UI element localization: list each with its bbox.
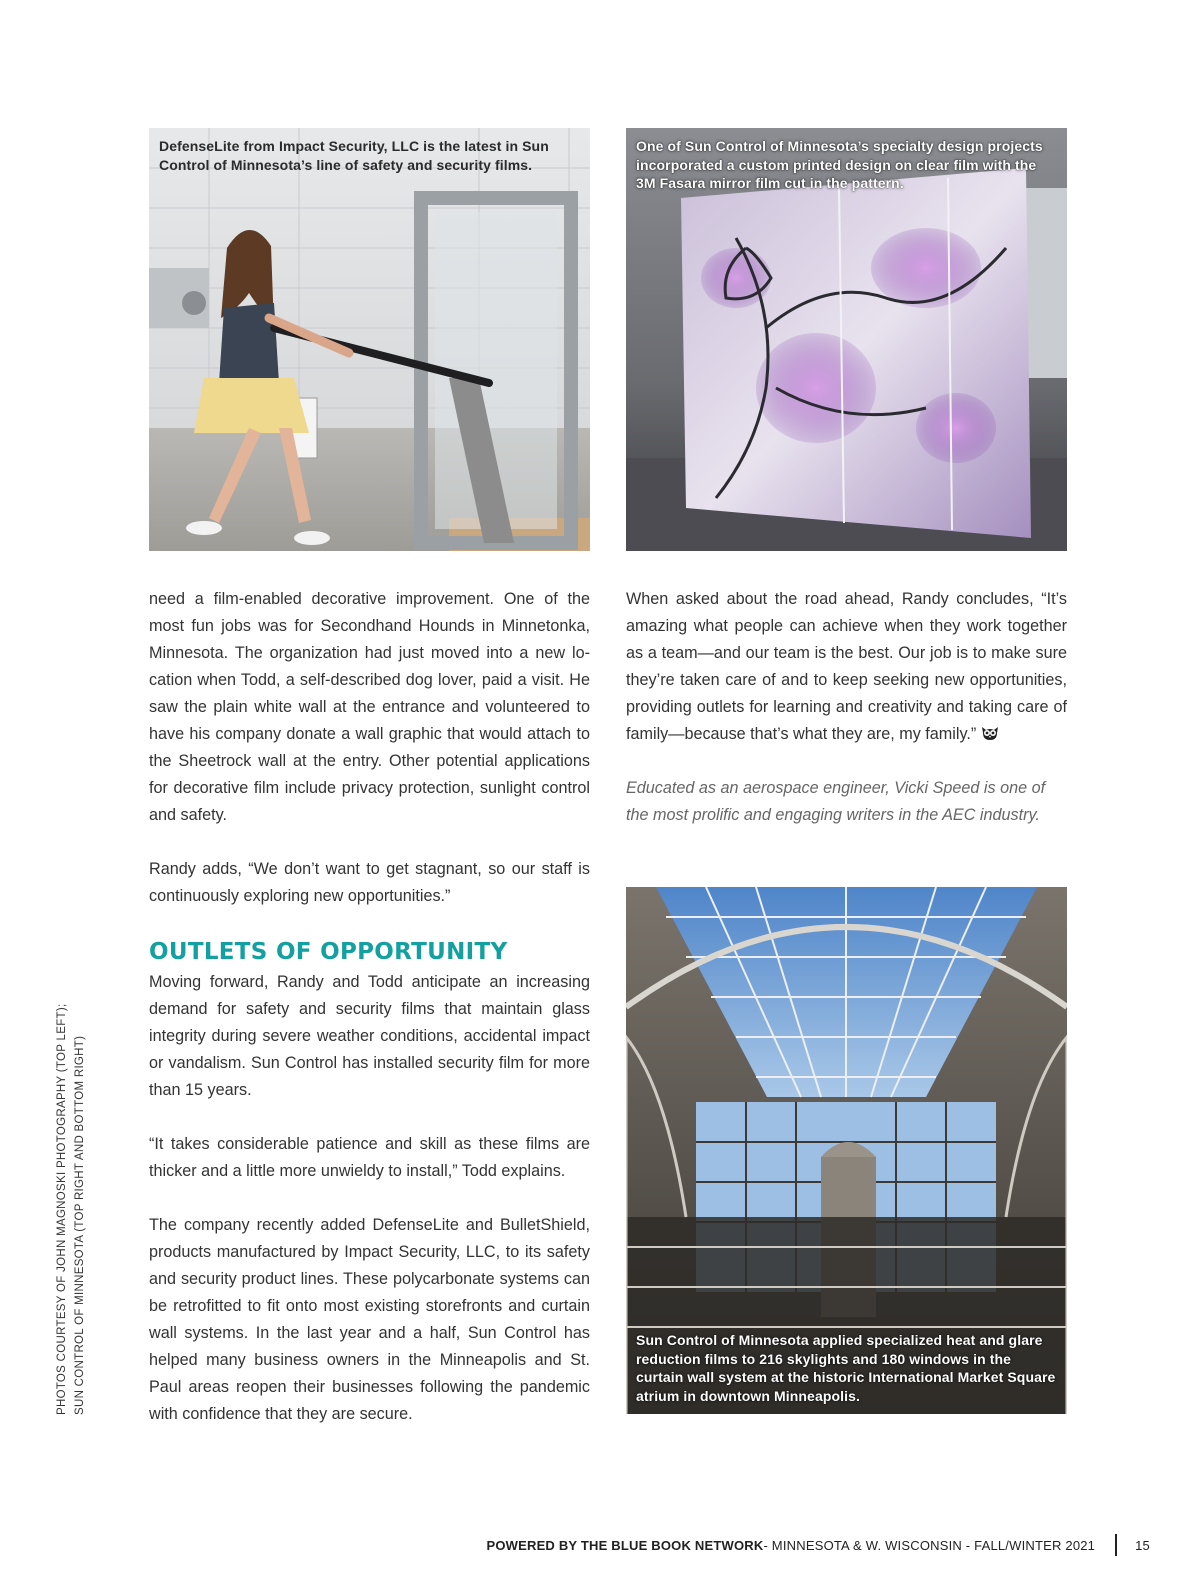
owl-icon — [980, 723, 1000, 739]
photo-atrium — [626, 887, 1067, 1414]
body-paragraph: “It takes considerable patience and skill as these films are thicker and a little more unwieldy to install,” Todd explains. — [149, 1135, 590, 1180]
body-paragraph: Randy adds, “We don’t want to get stagnant, so our staff is continuously exploring new opportunities.” — [149, 860, 590, 905]
author-bio: Educated as an aerospace engineer, Vicki Speed is one of the most prolific and engaging writers in the AEC industry. — [626, 779, 1046, 824]
right-column — [626, 586, 1067, 856]
body-paragraph: need a film-enabled decorative improvement. One of the most fun jobs was for Secondhand Hounds in Minnetonka, Minnesota. The organization had just moved into a new location when Todd, a self-described dog lover, paid a visit. He saw the plain white wall at the entrance and volunteered to have his company donate a wall graphic that would attach to the Sheetrock wall at the entry. Other potential applications for decorative film include privacy protection, sunlight control and safety. — [149, 590, 590, 824]
photo-defenselite — [149, 128, 590, 551]
photo-credit — [54, 975, 89, 1415]
page-footer — [486, 1534, 1150, 1556]
photo-caption: Sun Control of Minnesota applied specialized heat and glare reduction films to 216 skylights and 180 windows in the curtain wall system at the historic International Market Square atrium in downtown Minneapolis. — [636, 1332, 1056, 1404]
photo-decorative-film — [626, 128, 1067, 551]
body-paragraph: Moving forward, Randy and Todd anticipate an increasing demand for safety and security films that maintain glass integrity during severe weather conditions, accidental impact or vandalism. Sun Control has installed security film for more than 15 years. — [149, 973, 590, 1099]
photo-credit-line: SUN CONTROL OF MINNESOTA (TOP RIGHT AND BOTTOM RIGHT) — [73, 1035, 86, 1415]
closing-paragraph-text: When asked about the road ahead, Randy concludes, “It’s amazing what people can achieve when they work together as a team—and our team is the best. Our job is to make sure they’re taken care of and to keep seeking new opportunities, providing outlets for learning and creativity and taking care of family—because that’s what they are, my family.” — [626, 590, 1067, 743]
page-number: 15 — [1135, 1537, 1150, 1553]
body-paragraph: The company recently added DefenseLite and BulletShield, products manufactured by Impact Security, LLC, to its safety and security product lines. These polycarbonate systems can be retrofitted to fit onto most existing storefronts and curtain wall systems. In the last year and a half, Sun Control has helped many business owners in the Minneapolis and St. Paul areas reopen their businesses following the pandemic with confidence that they are secure. — [149, 1216, 590, 1423]
section-heading: OUTLETS OF OPPORTUNITY — [149, 939, 508, 965]
footer-divider — [1115, 1534, 1117, 1556]
footer-edition: - MINNESOTA & W. WISCONSIN - FALL/WINTER 2021 — [763, 1537, 1096, 1553]
photo-credit-line: PHOTOS COURTESY OF JOHN MAGNOSKI PHOTOGRAPHY (TOP LEFT); — [56, 1003, 68, 1415]
left-column — [149, 586, 590, 1428]
footer-brand: POWERED BY THE BLUE BOOK NETWORK — [486, 1537, 764, 1553]
photo-caption: One of Sun Control of Minnesota’s specialty design projects incorporated a custom printed design on clear film with the 3M Fasara mirror film cut in the pattern. — [636, 138, 1043, 192]
photo-defenselite-image — [149, 128, 590, 551]
body-paragraph — [626, 586, 1067, 748]
photo-caption: DefenseLite from Impact Security, LLC is the latest in Sun Control of Minnesota’s line of safety and security films. — [159, 138, 549, 173]
